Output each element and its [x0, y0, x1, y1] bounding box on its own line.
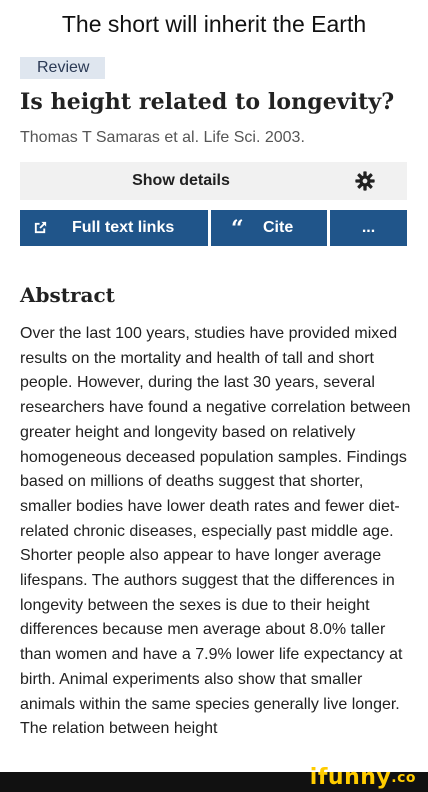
abstract-heading: Abstract — [20, 283, 115, 307]
full-text-links-label: Full text links — [72, 219, 175, 236]
show-details-bar — [20, 162, 407, 200]
watermark-suffix: .co — [391, 770, 416, 786]
cite-label: Cite — [263, 219, 294, 236]
watermark-text: ifunny — [309, 765, 392, 790]
ifunny-watermark-logo — [310, 766, 416, 790]
article-citation: Thomas T Samaras et al. Life Sci. 2003. — [20, 129, 305, 146]
external-link-icon — [33, 220, 48, 235]
cite-button[interactable] — [211, 210, 327, 246]
meme-caption: The short will inherit the Earth — [61, 11, 367, 37]
article-type-badge: Review — [20, 57, 105, 79]
show-details-button[interactable]: Show details — [132, 172, 230, 189]
more-actions-button[interactable]: ... — [330, 210, 407, 246]
article-title: Is height related to longevity? — [20, 89, 395, 115]
full-text-links-button[interactable] — [20, 210, 208, 246]
abstract-text: Over the last 100 years, studies have provided mixed results on the mortality and health of tall and short people. However, during the last 30 years, several researchers have found a negative correlation between greater height and longevity based on relatively homogeneous deceased population samples. Findings based on millions of deaths suggest that shorter, smaller bodies have lower death rates and fewer diet-related chronic diseases, especially past middle age. Shorter people also appear to have longer average lifespans. The authors suggest that the differences in longevity between the sexes is due to their height differences because men average about 8.0% taller than women and have a 7.9% lower life expectancy at birth. Animal experiments also show that smaller animals within the same species generally live longer. The relation between height — [20, 325, 411, 738]
gear-icon[interactable] — [354, 170, 376, 192]
quote-icon: “ — [231, 216, 244, 242]
watermark-bar — [0, 765, 428, 792]
